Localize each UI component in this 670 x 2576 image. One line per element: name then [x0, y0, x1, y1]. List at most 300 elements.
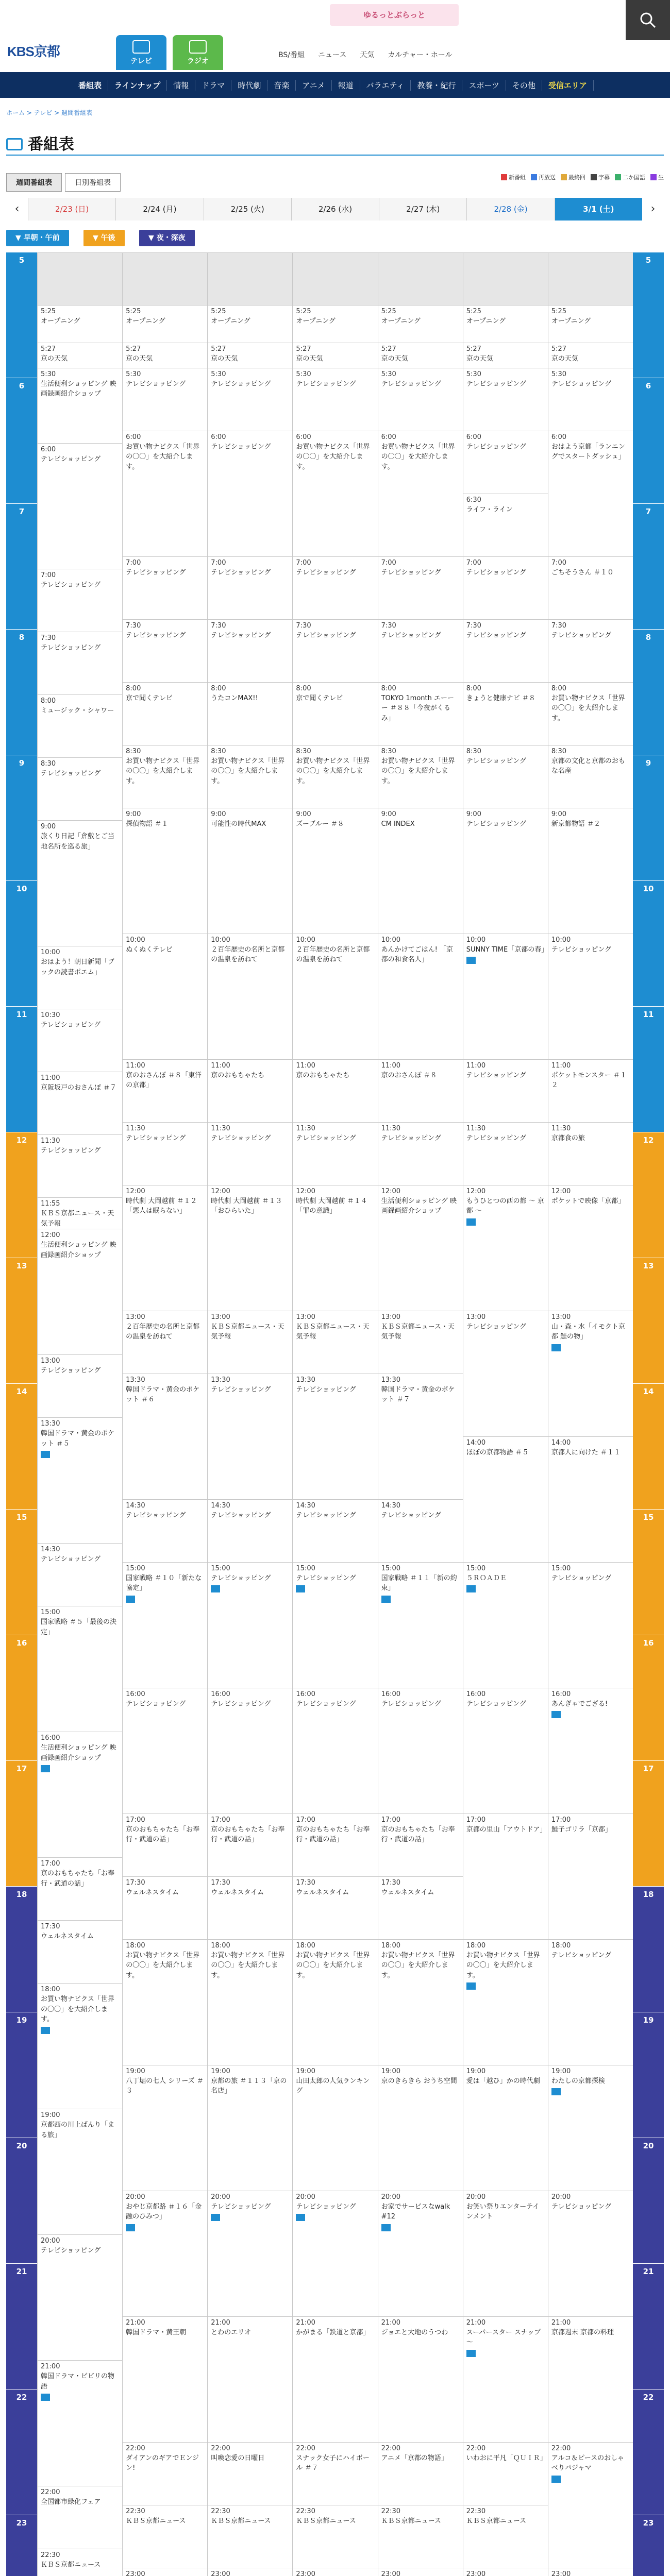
- programme-title[interactable]: テレビショッピング: [126, 380, 186, 388]
- programme-title[interactable]: テレビショッピング: [466, 1323, 526, 1331]
- programme-cell[interactable]: [463, 305, 548, 343]
- programme-title[interactable]: 生活便利ショッピング 映画録画紹介ショップ: [381, 1197, 457, 1215]
- programme-cell[interactable]: [293, 431, 377, 556]
- programme-cell[interactable]: [548, 745, 633, 808]
- programme-title[interactable]: ＫＢＳ京都ニュース: [126, 2517, 186, 2525]
- programme-title[interactable]: わたしの京都探検: [551, 2077, 605, 2085]
- programme-cell[interactable]: [548, 1562, 633, 1688]
- programme-title[interactable]: アルコ＆ピースのおしゃべりパジャマ: [551, 2454, 625, 2472]
- programme-title[interactable]: お買い物ナビクス「世界の〇〇」を大紹介します。: [296, 443, 370, 471]
- nav-item[interactable]: 情報: [167, 80, 195, 91]
- programme-title[interactable]: オープニング: [381, 317, 421, 325]
- programme-cell[interactable]: [293, 2065, 377, 2191]
- programme-title[interactable]: おはよう京都「ランニングでスタートダッシュ」: [551, 443, 625, 461]
- programme-cell[interactable]: [38, 632, 122, 694]
- programme-title[interactable]: 鮭子ゴリラ「京都」: [551, 1825, 612, 1834]
- programme-cell[interactable]: [208, 1688, 292, 1814]
- programme-cell[interactable]: [463, 1059, 548, 1122]
- programme-title[interactable]: テレビショッピング: [466, 820, 526, 828]
- programme-cell[interactable]: [38, 1354, 122, 1417]
- programme-title[interactable]: テレビショッピング: [296, 380, 356, 388]
- programme-cell[interactable]: [293, 1688, 377, 1814]
- programme-title[interactable]: ダイアンのギアでＥンジン!: [126, 2454, 199, 2472]
- programme-title[interactable]: 時代劇 大岡越前 ＃１４「罪の意識」: [296, 1197, 367, 1215]
- promo-banner[interactable]: ゆるっとぶらっと: [330, 4, 459, 26]
- programme-title[interactable]: あんぎゃでござる!: [551, 1700, 608, 1708]
- programme-title[interactable]: テレビショッピング: [551, 1574, 612, 1582]
- programme-cell[interactable]: [378, 1876, 463, 1939]
- top-link[interactable]: ニュース: [317, 51, 347, 59]
- programme-cell[interactable]: [463, 1688, 548, 1814]
- programme-title[interactable]: ジョエと大地のうつわ: [381, 2328, 448, 2336]
- programme-title[interactable]: オープニング: [41, 317, 80, 325]
- programme-title[interactable]: テレビショッピング: [381, 1134, 441, 1142]
- programme-cell[interactable]: [548, 2442, 633, 2568]
- programme-title[interactable]: テレビショッピング: [211, 1700, 271, 1708]
- programme-cell[interactable]: [38, 1732, 122, 1857]
- programme-title[interactable]: 時代劇 大岡越前 ＃１２「悪人は眠らない」: [126, 1197, 197, 1215]
- programme-title[interactable]: テレビショッピング: [296, 568, 356, 577]
- programme-title[interactable]: 京の天気: [126, 354, 153, 363]
- date-tab[interactable]: 2/23 (日): [28, 198, 115, 221]
- programme-cell[interactable]: [123, 1311, 207, 1374]
- tab-daily[interactable]: 日別番組表: [65, 173, 121, 192]
- programme-title[interactable]: 山田太郎の人気ランキング: [296, 2077, 370, 2095]
- programme-title[interactable]: 新京都物語 ＃２: [551, 820, 600, 828]
- programme-cell[interactable]: [208, 1814, 292, 1876]
- programme-cell[interactable]: [38, 368, 122, 443]
- programme-cell[interactable]: [208, 1876, 292, 1939]
- programme-title[interactable]: テレビショッピング: [211, 1511, 271, 1519]
- programme-title[interactable]: ＫＢＳ京都ニュース: [211, 2517, 271, 2525]
- top-link[interactable]: 天気: [360, 51, 375, 59]
- programme-title[interactable]: 旅くり日記「倉敷とご当地名所を巡る旅」: [41, 833, 115, 851]
- programme-title[interactable]: テレビショッピング: [41, 1147, 101, 1155]
- programme-cell[interactable]: [548, 556, 633, 619]
- programme-title[interactable]: テレビショッピング: [41, 770, 101, 778]
- programme-cell[interactable]: [123, 2568, 207, 2576]
- programme-cell[interactable]: [378, 745, 463, 808]
- programme-cell[interactable]: [548, 1185, 633, 1311]
- programme-cell[interactable]: [463, 1122, 548, 1185]
- programme-title[interactable]: きょうと健康ナビ ＃８: [466, 694, 535, 702]
- time-jump-button[interactable]: ▼ 夜・深夜: [139, 230, 195, 246]
- programme-title[interactable]: おはよう！朝日新聞「ブックの読書ポエム」: [41, 958, 115, 976]
- programme-title[interactable]: お買い物ナビクス「世界の〇〇」を大紹介します。: [296, 757, 370, 785]
- programme-title[interactable]: テレビショッピング: [466, 757, 526, 765]
- programme-title[interactable]: 京都食の旅: [551, 1134, 585, 1142]
- programme-cell[interactable]: [38, 305, 122, 343]
- programme-title[interactable]: ５ＲＯＡＤＥ: [466, 1574, 507, 1582]
- programme-cell[interactable]: [293, 556, 377, 619]
- programme-title[interactable]: 生活便利ショッピング 映画録画紹介ショップ: [41, 1744, 116, 1762]
- programme-cell[interactable]: [293, 343, 377, 368]
- tab-weekly[interactable]: 週間番組表: [6, 173, 62, 192]
- programme-cell[interactable]: [293, 2568, 377, 2576]
- programme-cell[interactable]: [208, 1122, 292, 1185]
- programme-cell[interactable]: [293, 1562, 377, 1688]
- programme-title[interactable]: 京都週末 京都の料理: [551, 2328, 614, 2336]
- programme-title[interactable]: お買い物ナビクス「世界の〇〇」を大紹介します。: [211, 757, 285, 785]
- programme-title[interactable]: ポケットで映像「京都」: [551, 1197, 625, 1205]
- programme-cell[interactable]: [378, 1562, 463, 1688]
- programme-cell[interactable]: [38, 2109, 122, 2234]
- programme-cell[interactable]: [38, 1606, 122, 1732]
- programme-cell[interactable]: [208, 305, 292, 343]
- programme-title[interactable]: お買い物ナビクス「世界の〇〇」を大紹介します。: [126, 1951, 200, 1979]
- programme-cell[interactable]: [38, 1072, 122, 1134]
- programme-title[interactable]: ＫＢＳ京都ニュース: [41, 2561, 101, 2569]
- programme-cell[interactable]: [208, 556, 292, 619]
- programme-title[interactable]: お笑い祭りエンターテインメント: [466, 2202, 540, 2221]
- programme-cell[interactable]: [548, 619, 633, 682]
- programme-title[interactable]: テレビショッピング: [551, 631, 612, 639]
- programme-title[interactable]: ごちそうさん ＃１０: [551, 568, 614, 577]
- programme-title[interactable]: 叫喚恋愛の日曜日: [211, 2454, 265, 2462]
- programme-cell[interactable]: [38, 757, 122, 820]
- programme-cell[interactable]: [293, 1876, 377, 1939]
- programme-title[interactable]: テレビショッピング: [211, 2202, 271, 2211]
- programme-cell[interactable]: [293, 745, 377, 808]
- programme-title[interactable]: ぬくぬくテレビ: [126, 945, 173, 954]
- programme-cell[interactable]: [378, 2505, 463, 2568]
- programme-cell[interactable]: [463, 1939, 548, 2065]
- programme-cell[interactable]: [123, 2065, 207, 2191]
- tab-radio[interactable]: [173, 35, 223, 70]
- nav-item[interactable]: ラインナップ: [108, 80, 167, 91]
- programme-title[interactable]: テレビショッピング: [41, 2247, 101, 2255]
- programme-title[interactable]: 京のおもちゃたち: [296, 1071, 350, 1079]
- programme-cell[interactable]: [208, 1499, 292, 1562]
- programme-title[interactable]: テレビショッピング: [381, 380, 441, 388]
- programme-title[interactable]: テレビショッピング: [381, 1511, 441, 1519]
- programme-cell[interactable]: [548, 2065, 633, 2191]
- programme-cell[interactable]: [208, 934, 292, 1059]
- programme-title[interactable]: テレビショッピング: [466, 1700, 526, 1708]
- programme-cell[interactable]: [378, 1939, 463, 2065]
- programme-cell[interactable]: [293, 1311, 377, 1374]
- programme-title[interactable]: テレビショッピング: [211, 631, 271, 639]
- programme-title[interactable]: お家でサービスなwalk #12: [381, 2202, 450, 2221]
- programme-title[interactable]: お買い物ナビクス「世界の〇〇」を大紹介します。: [551, 694, 625, 722]
- programme-title[interactable]: 京のおさんぽ ＃８: [381, 1071, 437, 1079]
- programme-cell[interactable]: [123, 1122, 207, 1185]
- programme-title[interactable]: テレビショッピング: [211, 568, 271, 577]
- prev-week-button[interactable]: ‹: [14, 202, 20, 215]
- programme-title[interactable]: 八丁堀の七人 シリーズ ＃３: [126, 2077, 204, 2095]
- programme-title[interactable]: うたコンMAX!!: [211, 694, 258, 702]
- programme-title[interactable]: ＫＢＳ京都ニュース: [296, 2517, 356, 2525]
- programme-cell[interactable]: [38, 1983, 122, 2109]
- programme-cell[interactable]: [463, 1311, 548, 1436]
- programme-title[interactable]: オープニング: [126, 317, 165, 325]
- programme-title[interactable]: テレビショッピング: [466, 380, 526, 388]
- programme-cell[interactable]: [38, 1134, 122, 1197]
- programme-cell[interactable]: [208, 682, 292, 745]
- programme-title[interactable]: ２百年歴史の名所と京都の温泉を訪ねて: [296, 945, 370, 964]
- programme-title[interactable]: 京の天気: [466, 354, 493, 363]
- programme-title[interactable]: テレビショッピング: [126, 1134, 186, 1142]
- programme-cell[interactable]: [548, 1311, 633, 1436]
- programme-title[interactable]: テレビショッピング: [126, 1700, 186, 1708]
- programme-cell[interactable]: [293, 1499, 377, 1562]
- programme-title[interactable]: 京のおもちゃたち「お奉行・武道の話」: [211, 1825, 285, 1844]
- programme-cell[interactable]: [378, 1688, 463, 1814]
- programme-title[interactable]: 韓国ドラマ・黄金のポケット ＃５: [41, 1430, 115, 1448]
- programme-cell[interactable]: [378, 1814, 463, 1876]
- programme-title[interactable]: テレビショッピング: [41, 1555, 101, 1564]
- programme-cell[interactable]: [123, 305, 207, 343]
- programme-cell[interactable]: [123, 1814, 207, 1876]
- programme-cell[interactable]: [208, 368, 292, 431]
- programme-title[interactable]: テレビショッピング: [296, 1700, 356, 1708]
- programme-title[interactable]: テレビショッピング: [211, 1134, 271, 1142]
- programme-cell[interactable]: [378, 1059, 463, 1122]
- nav-item[interactable]: 音楽: [267, 80, 296, 91]
- programme-title[interactable]: お買い物ナビクス「世界の〇〇」を大紹介します。: [126, 443, 200, 471]
- programme-title[interactable]: 京のおさんぽ ＃８「東洋の京都」: [126, 1071, 202, 1090]
- programme-title[interactable]: ズーブルー ＃８: [296, 820, 344, 828]
- programme-cell[interactable]: [378, 1311, 463, 1374]
- programme-cell[interactable]: [208, 1185, 292, 1311]
- programme-title[interactable]: オープニング: [211, 317, 250, 325]
- programme-title[interactable]: テレビショッピング: [41, 644, 101, 652]
- programme-cell[interactable]: [208, 1939, 292, 2065]
- programme-cell[interactable]: [378, 1122, 463, 1185]
- programme-cell[interactable]: [378, 305, 463, 343]
- programme-cell[interactable]: [548, 1688, 633, 1814]
- programme-title[interactable]: ＫＢＳ京都ニュース・天気予報: [296, 1323, 370, 1341]
- programme-title[interactable]: テレビショッピング: [551, 945, 612, 954]
- programme-cell[interactable]: [38, 1417, 122, 1543]
- programme-title[interactable]: 韓国ドラマ・黄金のポケット ＃６: [126, 1385, 200, 1404]
- next-week-button[interactable]: ›: [650, 202, 656, 215]
- date-tab[interactable]: 2/27 (木): [379, 198, 466, 221]
- programme-cell[interactable]: [293, 808, 377, 934]
- programme-title[interactable]: 国家戦略 ＃１０「新たな協定」: [126, 1574, 202, 1592]
- programme-title[interactable]: お買い物ナビクス「世界の〇〇」を大紹介します。: [126, 757, 200, 785]
- programme-title[interactable]: 京で聞くテレビ: [126, 694, 173, 702]
- breadcrumb[interactable]: ホーム > テレビ > 週間番組表: [6, 109, 93, 116]
- programme-cell[interactable]: [293, 934, 377, 1059]
- programme-cell[interactable]: [378, 682, 463, 745]
- programme-cell[interactable]: [123, 2505, 207, 2568]
- programme-cell[interactable]: [38, 1543, 122, 1606]
- programme-cell[interactable]: [548, 1939, 633, 2065]
- nav-item[interactable]: 受信エリア: [542, 80, 594, 91]
- programme-cell[interactable]: [378, 2442, 463, 2505]
- date-tab[interactable]: 3/1 (土): [555, 198, 642, 221]
- programme-cell[interactable]: [293, 619, 377, 682]
- programme-cell[interactable]: [208, 2316, 292, 2442]
- programme-cell[interactable]: [378, 2316, 463, 2442]
- programme-title[interactable]: テレビショッピング: [296, 2202, 356, 2211]
- programme-cell[interactable]: [123, 808, 207, 934]
- programme-title[interactable]: テレビショッピング: [466, 568, 526, 577]
- programme-cell[interactable]: [548, 2191, 633, 2316]
- programme-title[interactable]: ＫＢＳ京都ニュース: [381, 2517, 441, 2525]
- programme-cell[interactable]: [38, 2360, 122, 2486]
- programme-cell[interactable]: [293, 2505, 377, 2568]
- programme-title[interactable]: テレビショッピング: [296, 1385, 356, 1394]
- programme-cell[interactable]: [38, 1197, 122, 1229]
- programme-cell[interactable]: [123, 2316, 207, 2442]
- programme-cell[interactable]: [548, 305, 633, 343]
- programme-cell[interactable]: [123, 682, 207, 745]
- programme-title[interactable]: 韓国ドラマ・黄金のポケット ＃７: [381, 1385, 455, 1404]
- programme-title[interactable]: オープニング: [466, 317, 506, 325]
- date-tab[interactable]: 2/26 (水): [291, 198, 379, 221]
- date-tab[interactable]: 2/25 (火): [204, 198, 291, 221]
- programme-cell[interactable]: [378, 2191, 463, 2316]
- programme-cell[interactable]: [463, 2065, 548, 2191]
- programme-cell[interactable]: [208, 1562, 292, 1688]
- programme-cell[interactable]: [548, 431, 633, 556]
- programme-cell[interactable]: [463, 2442, 548, 2505]
- date-tab[interactable]: 2/24 (月): [115, 198, 203, 221]
- programme-cell[interactable]: [123, 619, 207, 682]
- programme-title[interactable]: テレビショッピング: [126, 631, 186, 639]
- programme-title[interactable]: ポケットモンスター ＃１２: [551, 1071, 627, 1090]
- programme-title[interactable]: お買い物ナビクス「世界の〇〇」を大紹介します。: [381, 757, 455, 785]
- programme-title[interactable]: 京の天気: [41, 354, 68, 363]
- programme-cell[interactable]: [548, 808, 633, 934]
- programme-cell[interactable]: [208, 2568, 292, 2576]
- programme-cell[interactable]: [548, 368, 633, 431]
- programme-title[interactable]: 京都の里山「アウトドア」: [466, 1825, 547, 1834]
- programme-cell[interactable]: [208, 2191, 292, 2316]
- programme-title[interactable]: テレビショッピング: [551, 1951, 612, 1959]
- programme-cell[interactable]: [293, 682, 377, 745]
- programme-cell[interactable]: [123, 1876, 207, 1939]
- programme-cell[interactable]: [548, 934, 633, 1059]
- programme-title[interactable]: 京のきらきら おうち空間: [381, 2077, 457, 2085]
- programme-title[interactable]: 韓国ドラマ・黄王朝: [126, 2328, 187, 2336]
- top-link[interactable]: カルチャー・ホール: [388, 51, 453, 59]
- programme-title[interactable]: お買い物ナビクス「世界の〇〇」を大紹介します。: [381, 443, 455, 471]
- programme-title[interactable]: もうひとつの西の都 ～ 京都 ～: [466, 1197, 544, 1215]
- programme-title[interactable]: テレビショッピング: [211, 443, 271, 451]
- programme-cell[interactable]: [38, 1009, 122, 1072]
- programme-title[interactable]: テレビショッピング: [126, 568, 186, 577]
- programme-cell[interactable]: [463, 1185, 548, 1311]
- tab-tv[interactable]: [116, 35, 166, 70]
- programme-title[interactable]: テレビショッピング: [466, 1134, 526, 1142]
- programme-cell[interactable]: [463, 1562, 548, 1688]
- programme-cell[interactable]: [548, 682, 633, 745]
- programme-cell[interactable]: [123, 431, 207, 556]
- programme-cell[interactable]: [548, 1814, 633, 1939]
- programme-title[interactable]: ほぼの京都物語 ＃５: [466, 1448, 529, 1456]
- programme-cell[interactable]: [208, 1059, 292, 1122]
- programme-cell[interactable]: [293, 368, 377, 431]
- programme-cell[interactable]: [208, 431, 292, 556]
- programme-cell[interactable]: [463, 2505, 548, 2568]
- programme-title[interactable]: CM INDEX: [381, 820, 415, 828]
- programme-cell[interactable]: [463, 1436, 548, 1562]
- programme-cell[interactable]: [463, 2316, 548, 2442]
- programme-cell[interactable]: [378, 556, 463, 619]
- programme-title[interactable]: スナック女子にハイボール ＃７: [296, 2454, 370, 2472]
- programme-cell[interactable]: [208, 1311, 292, 1374]
- programme-cell[interactable]: [378, 934, 463, 1059]
- programme-title[interactable]: テレビショッピング: [551, 380, 612, 388]
- programme-cell[interactable]: [208, 619, 292, 682]
- programme-title[interactable]: テレビショッピング: [126, 1511, 186, 1519]
- programme-cell[interactable]: [38, 2549, 122, 2576]
- programme-cell[interactable]: [293, 1185, 377, 1311]
- time-jump-button[interactable]: ▼ 午後: [83, 230, 125, 246]
- programme-title[interactable]: テレビショッピング: [296, 1574, 356, 1582]
- programme-cell[interactable]: [293, 2442, 377, 2505]
- programme-title[interactable]: お買い物ナビクス「世界の〇〇」を大紹介します。: [296, 1951, 370, 1979]
- programme-title[interactable]: お買い物ナビクス「世界の〇〇」を大紹介します。: [466, 1951, 540, 1979]
- programme-title[interactable]: ウェルネスタイム: [381, 1888, 434, 1896]
- programme-cell[interactable]: [38, 1229, 122, 1354]
- programme-title[interactable]: 京の天気: [296, 354, 323, 363]
- programme-title[interactable]: あんかけてごはん! 「京都の和食名人」: [381, 945, 453, 964]
- programme-title[interactable]: 愛は「越ひ」かの時代劇: [466, 2077, 540, 2085]
- programme-title[interactable]: テレビショッピング: [211, 1385, 271, 1394]
- programme-title[interactable]: 可能性の時代MAX: [211, 820, 266, 828]
- programme-title[interactable]: テレビショッピング: [41, 1367, 101, 1375]
- programme-title[interactable]: ＫＢＳ京都ニュース・天気予報: [211, 1323, 284, 1341]
- programme-title[interactable]: ウェルネスタイム: [211, 1888, 264, 1896]
- programme-cell[interactable]: [548, 1059, 633, 1122]
- nav-item[interactable]: 教養・紀行: [411, 80, 462, 91]
- programme-cell[interactable]: [38, 946, 122, 1009]
- programme-title[interactable]: とわのエリオ: [211, 2328, 252, 2336]
- programme-title[interactable]: 京都人に向けた ＃１１: [551, 1448, 621, 1456]
- programme-title[interactable]: 京のおもちゃたち: [211, 1071, 265, 1079]
- programme-cell[interactable]: [463, 368, 548, 431]
- programme-cell[interactable]: [123, 368, 207, 431]
- programme-cell[interactable]: [123, 1059, 207, 1122]
- nav-item[interactable]: アニメ: [296, 80, 331, 91]
- programme-title[interactable]: スーパースター スナップ ～: [466, 2328, 541, 2347]
- programme-title[interactable]: ライフ・ライン: [466, 505, 513, 514]
- programme-title[interactable]: テレビショッピング: [296, 1134, 356, 1142]
- programme-cell[interactable]: [293, 1122, 377, 1185]
- programme-cell[interactable]: [123, 1374, 207, 1499]
- programme-title[interactable]: オープニング: [551, 317, 591, 325]
- programme-title[interactable]: 京のおもちゃたち「お奉行・武道の話」: [296, 1825, 370, 1844]
- programme-cell[interactable]: [378, 619, 463, 682]
- programme-title[interactable]: 韓国ドラマ・ビビリの物語: [41, 2372, 115, 2391]
- programme-title[interactable]: ウェルネスタイム: [296, 1888, 349, 1896]
- programme-title[interactable]: テレビショッピング: [381, 568, 441, 577]
- programme-cell[interactable]: [208, 745, 292, 808]
- programme-cell[interactable]: [38, 343, 122, 368]
- programme-title[interactable]: テレビショッピング: [551, 2202, 612, 2211]
- programme-cell[interactable]: [208, 343, 292, 368]
- programme-cell[interactable]: [293, 2191, 377, 2316]
- programme-title[interactable]: オープニング: [296, 317, 336, 325]
- programme-cell[interactable]: [38, 2486, 122, 2549]
- programme-title[interactable]: テレビショッピング: [211, 1574, 271, 1582]
- programme-title[interactable]: ウェルネスタイム: [126, 1888, 179, 1896]
- programme-cell[interactable]: [38, 443, 122, 569]
- programme-cell[interactable]: [293, 1814, 377, 1876]
- programme-cell[interactable]: [463, 934, 548, 1059]
- programme-cell[interactable]: [123, 1185, 207, 1311]
- programme-cell[interactable]: [378, 368, 463, 431]
- programme-title[interactable]: 生活便利ショッピング 映画録画紹介ショップ: [41, 1241, 116, 1259]
- programme-title[interactable]: 京都の文化と京都のおもな名産: [551, 757, 625, 775]
- programme-title[interactable]: 京の天気: [551, 354, 578, 363]
- programme-title[interactable]: ２百年歴史の名所と京都の温泉を訪ねて: [126, 1323, 200, 1341]
- programme-title[interactable]: 山・森・水「イモクト京都 鮭の物」: [551, 1323, 625, 1341]
